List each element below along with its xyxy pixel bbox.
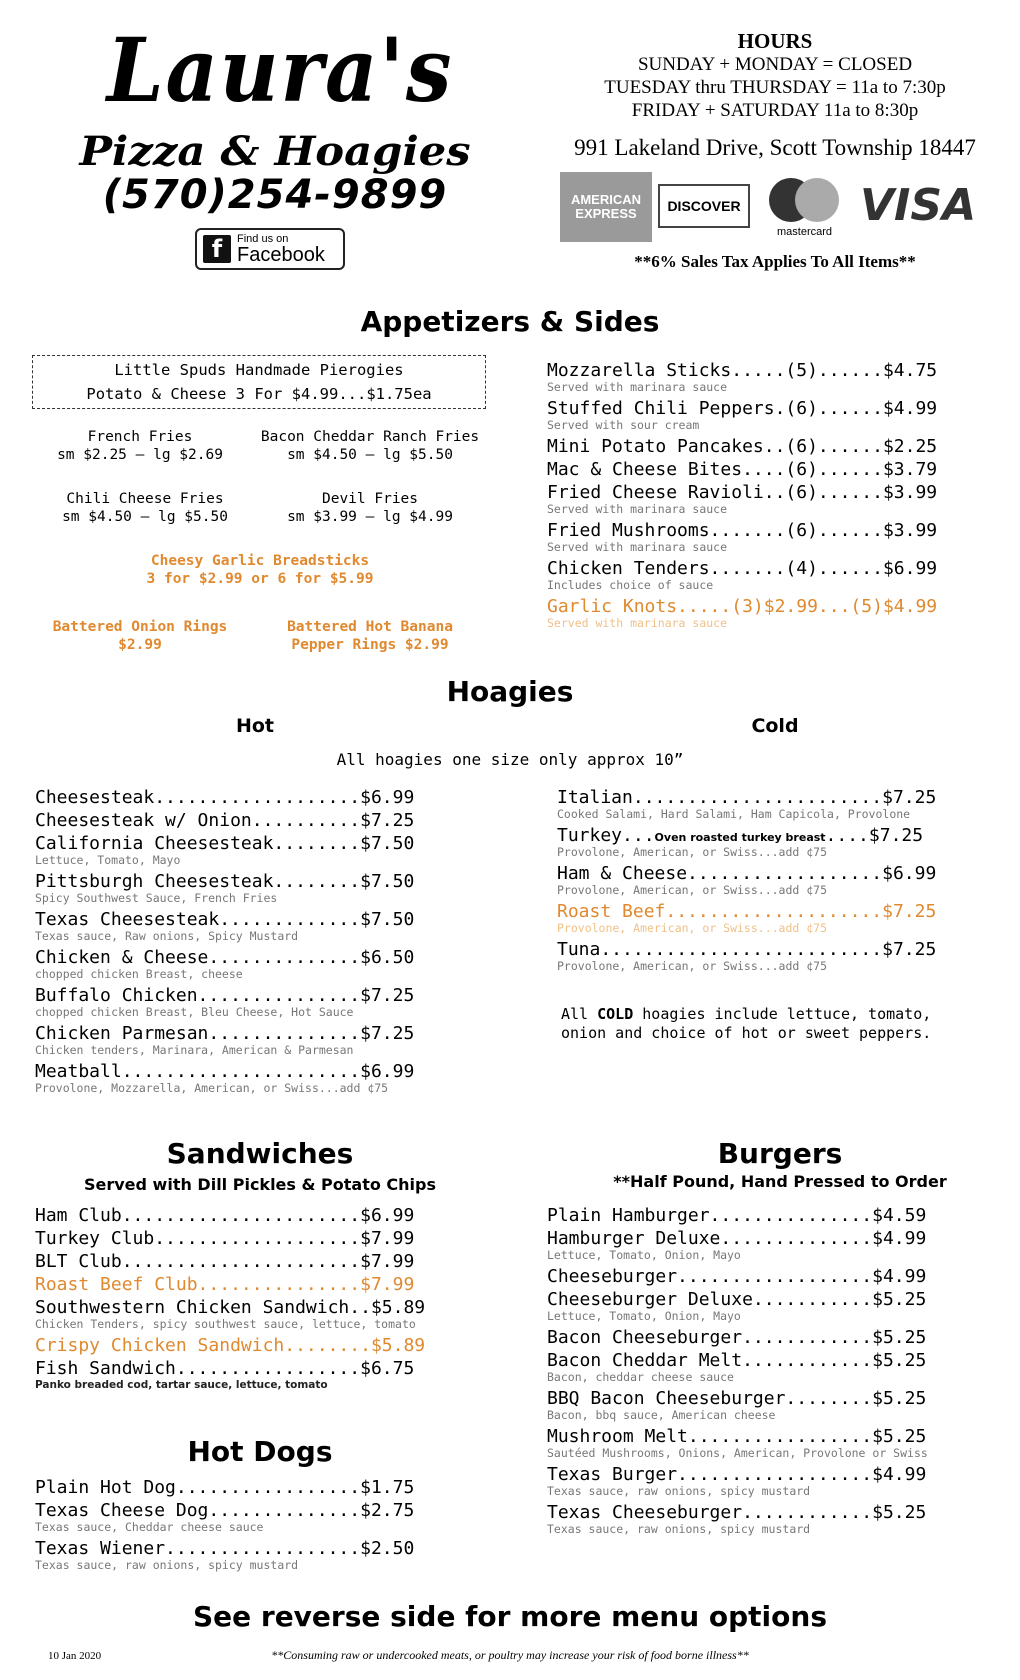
- pierogi-line: Potato & Cheese 3 For $4.99...$1.75ea: [86, 385, 432, 403]
- menu-item: Roast Beef....................$7.25: [557, 901, 937, 922]
- item-description: Texas sauce, raw onions, spicy mustard: [35, 1558, 299, 1572]
- hoagie-size-note: All hoagies one size only approx 10”: [336, 750, 684, 769]
- item-description: Provolone, American, or Swiss...add ¢75: [557, 921, 828, 935]
- item-description: Chicken Tenders, spicy southwest sauce, lettuce, tomato: [35, 1317, 416, 1331]
- mastercard-icon: [757, 176, 852, 240]
- item-name: Battered Hot Banana: [287, 619, 453, 635]
- bacon-fries: [250, 428, 490, 464]
- menu-item: Cheesesteak...................$6.99: [35, 787, 415, 808]
- discover-card-icon: DISCOVER: [658, 184, 750, 228]
- item-description: Texas sauce, Cheddar cheese sauce: [35, 1520, 264, 1534]
- chili-fries: [40, 490, 250, 526]
- item-description: Bacon, cheddar cheese sauce: [547, 1370, 734, 1384]
- menu-item: Texas Burger..................$4.99: [547, 1464, 927, 1485]
- item-price: sm $2.25 – lg $2.69: [57, 447, 223, 463]
- breadsticks: [40, 552, 480, 588]
- menu-item: Roast Beef Club...............$7.99: [35, 1274, 415, 1295]
- item-price: ....$7.25: [825, 825, 924, 846]
- item-description: Served with marinara sauce: [547, 502, 728, 516]
- item-description: Panko breaded cod, tartar sauce, lettuce, tomato: [35, 1379, 328, 1391]
- menu-item: Bacon Cheeseburger............$5.25: [547, 1327, 927, 1348]
- item-description: Texas sauce, raw onions, spicy mustard: [547, 1522, 811, 1536]
- cold-hoagie-note: [561, 1005, 931, 1043]
- item-description: Texas sauce, raw onions, spicy mustard: [547, 1484, 811, 1498]
- menu-item: Mushroom Melt.................$5.25: [547, 1426, 927, 1447]
- menu-item: Mozzarella Sticks.....(5)......$4.75: [547, 360, 938, 381]
- menu-item: Texas Cheesesteak.............$7.50: [35, 909, 415, 930]
- menu-date: 10 Jan 2020: [48, 1650, 102, 1662]
- item-price: sm $3.99 – lg $4.99: [287, 509, 453, 525]
- menu-item: Ham & Cheese..................$6.99: [557, 863, 937, 884]
- tax-note: **6% Sales Tax Applies To All Items**: [634, 252, 916, 271]
- menu-item: Cheeseburger Deluxe...........$5.25: [547, 1289, 927, 1310]
- menu-item: Buffalo Chicken...............$7.25: [35, 985, 415, 1006]
- menu-item: Cheesesteak w/ Onion..........$7.25: [35, 810, 415, 831]
- item-description: Texas sauce, Raw onions, Spicy Mustard: [35, 929, 299, 943]
- facebook-small-text: Find us on: [237, 232, 289, 245]
- menu-item: Crispy Chicken Sandwich........$5.89: [35, 1335, 426, 1356]
- item-description: Chicken tenders, Marinara, American & Parmesan: [35, 1043, 354, 1057]
- item-name: Cheesy Garlic Breadsticks: [150, 553, 370, 569]
- hoagies-title: Hoagies: [446, 675, 574, 708]
- menu-item: Fried Cheese Ravioli..(6)......$3.99: [547, 482, 938, 503]
- logo-title: Laura's: [106, 18, 454, 122]
- payment-cards: [560, 172, 990, 246]
- menu-item: Hamburger Deluxe..............$4.99: [547, 1228, 927, 1249]
- phone-number: (570)254-9899: [102, 172, 448, 218]
- item-description: Includes choice of sauce: [547, 578, 714, 592]
- item-inline-desc: Oven roasted turkey breast: [654, 831, 826, 844]
- item-description: chopped chicken Breast, Bleu Cheese, Hot Sauce: [35, 1005, 354, 1019]
- facebook-big-text: Facebook: [237, 243, 325, 266]
- menu-item: Texas Wiener..................$2.50: [35, 1538, 415, 1559]
- item-name: French Fries: [87, 429, 193, 445]
- menu-item: Turkey Club...................$7.99: [35, 1228, 415, 1249]
- item-description: Spicy Southwest Sauce, French Fries: [35, 891, 278, 905]
- menu-item: California Cheesesteak........$7.50: [35, 833, 415, 854]
- menu-item: Plain Hamburger...............$4.59: [547, 1205, 927, 1226]
- item-description: chopped chicken Breast, cheese: [35, 967, 243, 981]
- item-description: Served with marinara sauce: [547, 540, 728, 554]
- menu-item: Texas Cheeseburger............$5.25: [547, 1502, 927, 1523]
- amex-text: EXPRESS: [575, 206, 637, 221]
- item-price: Pepper Rings $2.99: [291, 637, 449, 653]
- address: 991 Lakeland Drive, Scott Township 18447: [574, 135, 976, 160]
- hours-block: [555, 30, 995, 122]
- item-price: 3 for $2.99 or 6 for $5.99: [146, 571, 374, 587]
- menu-item: Mini Potato Pancakes..(6)......$2.25: [547, 436, 938, 457]
- note-text: hoagies include lettuce, tomato,: [633, 1005, 932, 1023]
- menu-item: Bacon Cheddar Melt............$5.25: [547, 1350, 927, 1371]
- menu-item: Chicken Tenders.......(4)......$6.99: [547, 558, 938, 579]
- menu-item: Stuffed Chili Peppers.(6)......$4.99: [547, 398, 938, 419]
- sandwiches-title: Sandwiches: [166, 1137, 354, 1170]
- onion-rings: [40, 618, 240, 654]
- menu-item: Fish Sandwich.................$6.75: [35, 1358, 415, 1379]
- french-fries: [40, 428, 240, 464]
- item-price: $2.99: [118, 637, 162, 653]
- amex-text: AMERICAN: [570, 192, 642, 207]
- item-description: Cooked Salami, Hard Salami, Ham Capicola, Provolone: [557, 807, 911, 821]
- item-name: Chili Cheese Fries: [66, 491, 224, 507]
- visa-card-icon: VISA: [860, 180, 977, 231]
- burgers-subtitle: **Half Pound, Hand Pressed to Order: [613, 1172, 947, 1191]
- logo-subtitle: Pizza & Hoagies: [79, 128, 471, 175]
- hot-label: Hot: [235, 715, 275, 737]
- menu-item: Chicken & Cheese..............$6.50: [35, 947, 415, 968]
- item-description: Served with marinara sauce: [547, 380, 728, 394]
- note-bold: COLD: [597, 1005, 634, 1023]
- item-description: Lettuce, Tomato, Mayo: [35, 853, 181, 867]
- item-price: sm $4.50 – lg $5.50: [287, 447, 453, 463]
- menu-item: Meatball......................$6.99: [35, 1061, 415, 1082]
- item-name: Bacon Cheddar Ranch Fries: [260, 429, 480, 445]
- facebook-icon: f: [203, 235, 231, 263]
- devil-fries: [265, 490, 475, 526]
- item-name: Turkey...: [557, 825, 655, 846]
- menu-item: Southwestern Chicken Sandwich..$5.89: [35, 1297, 426, 1318]
- note-text: onion and choice of hot or sweet peppers.: [561, 1024, 932, 1042]
- menu-item: Mac & Cheese Bites....(6)......$3.79: [547, 459, 938, 480]
- menu-item: Tuna..........................$7.25: [557, 939, 937, 960]
- item-description: Served with marinara sauce: [547, 616, 728, 630]
- hours-line: SUNDAY + MONDAY = CLOSED: [637, 54, 913, 75]
- item-description: Provolone, Mozzarella, American, or Swiss...add ¢75: [35, 1081, 389, 1095]
- facebook-badge[interactable]: [195, 228, 345, 270]
- item-description: Lettuce, Tomato, Onion, Mayo: [547, 1248, 741, 1262]
- menu-item: Pittsburgh Cheesesteak........$7.50: [35, 871, 415, 892]
- hours-title: HOURS: [737, 29, 813, 53]
- hours-line: TUESDAY thru THURSDAY = 11a to 7:30p: [604, 77, 946, 98]
- appetizers-title: Appetizers & Sides: [360, 305, 660, 338]
- item-price: sm $4.50 – lg $5.50: [62, 509, 228, 525]
- cold-label: Cold: [751, 715, 799, 737]
- menu-item: Plain Hot Dog.................$1.75: [35, 1477, 415, 1498]
- item-description: Bacon, bbq sauce, American cheese: [547, 1408, 776, 1422]
- hours-line: FRIDAY + SATURDAY 11a to 8:30p: [631, 100, 919, 121]
- menu-item: BLT Club......................$7.99: [35, 1251, 415, 1272]
- item-description: Provolone, American, or Swiss...add ¢75: [557, 883, 828, 897]
- menu-item: Italian.......................$7.25: [557, 787, 937, 808]
- note-text: All: [561, 1005, 598, 1023]
- menu-item: Ham Club......................$6.99: [35, 1205, 415, 1226]
- menu-item: Garlic Knots.....(3)$2.99...(5)$4.99: [547, 596, 938, 617]
- menu-item: Cheeseburger..................$4.99: [547, 1266, 927, 1287]
- menu-item: Chicken Parmesan..............$7.25: [35, 1023, 415, 1044]
- burgers-title: Burgers: [717, 1137, 843, 1170]
- menu-item: Texas Cheese Dog..............$2.75: [35, 1500, 415, 1521]
- item-description: Provolone, American, or Swiss...add ¢75: [557, 845, 828, 859]
- item-description: Served with sour cream: [547, 418, 700, 432]
- sandwiches-subtitle: Served with Dill Pickles & Potato Chips: [83, 1175, 436, 1194]
- item-name: Devil Fries: [321, 491, 419, 507]
- reverse-side-note: See reverse side for more menu options: [192, 1600, 827, 1633]
- menu-item: Fried Mushrooms.......(6)......$3.99: [547, 520, 938, 541]
- item-description: Provolone, American, or Swiss...add ¢75: [557, 959, 828, 973]
- food-warning: **Consuming raw or undercooked meats, or poultry may increase your risk of food borne illness**: [271, 1648, 749, 1662]
- pierogi-line: Little Spuds Handmade Pierogies: [114, 361, 404, 379]
- item-description: Lettuce, Tomato, Onion, Mayo: [547, 1309, 741, 1323]
- item-description: Sautéed Mushrooms, Onions, American, Provolone or Swiss: [547, 1446, 928, 1460]
- item-name: Battered Onion Rings: [52, 619, 228, 635]
- hotdogs-title: Hot Dogs: [187, 1435, 333, 1468]
- amex-card-icon: [560, 172, 652, 242]
- banana-rings: [270, 618, 470, 654]
- menu-item: BBQ Bacon Cheeseburger........$5.25: [547, 1388, 927, 1409]
- mastercard-text: mastercard: [776, 226, 833, 238]
- pierogi-box: [32, 355, 486, 409]
